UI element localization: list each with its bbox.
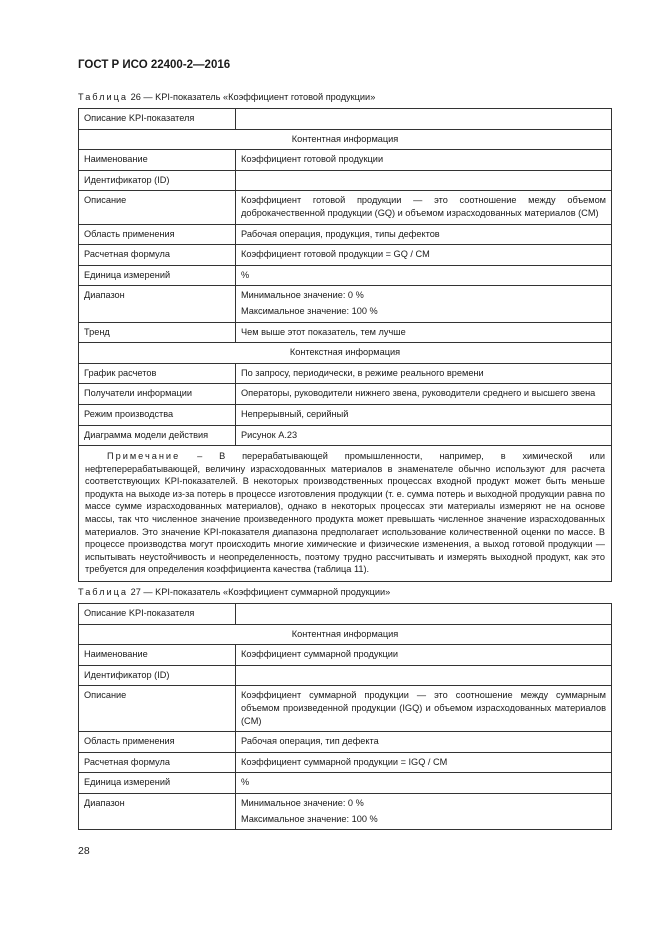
- table-27-caption: [78, 587, 390, 597]
- row-label: Расчетная формула: [79, 245, 236, 266]
- range-value: [236, 286, 612, 322]
- row-value: Непрерывный, серийный: [236, 404, 612, 425]
- row-label: Наименование: [79, 645, 236, 666]
- table-row: [79, 191, 612, 224]
- row-label: Идентификатор (ID): [79, 170, 236, 191]
- context-section-heading: Контекстная информация: [79, 343, 612, 364]
- range-max: Максимальное значение: 100 %: [241, 305, 378, 316]
- note-row: [79, 446, 612, 582]
- row-label: Единица измерений: [79, 773, 236, 794]
- row-value: [236, 665, 612, 686]
- table-row: [79, 425, 612, 446]
- table-row: [79, 752, 612, 773]
- table-row: [79, 286, 612, 322]
- note-prefix: Примечание: [107, 451, 181, 462]
- table-row: [79, 404, 612, 425]
- table-row: [79, 645, 612, 666]
- range-max: Максимальное значение: 100 %: [241, 813, 378, 824]
- row-label: Наименование: [79, 150, 236, 171]
- row-value: Рабочая операция, продукция, типы дефектов: [236, 224, 612, 245]
- row-label: Идентификатор (ID): [79, 665, 236, 686]
- content-section-heading: Контентная информация: [79, 624, 612, 645]
- caption-text: 27 — KPI-показатель «Коэффициент суммарной продукции»: [128, 587, 391, 597]
- table-26-caption: [78, 92, 375, 102]
- range-min: Минимальное значение: 0 %: [241, 290, 364, 301]
- caption-prefix: Таблица: [78, 587, 129, 597]
- row-value: Рисунок А.23: [236, 425, 612, 446]
- row-value: Коэффициент готовой продукции — это соотношение между объемом доброкачественной продукции (GQ) и объемом израсходованных материалов (CM): [236, 191, 612, 224]
- description-label: Описание KPI-показателя: [79, 109, 236, 130]
- note-text: – В перерабатывающей промышленности, например, в химической или нефтеперерабатывающей, величину израсходованных материалов в знаменателе обычно используют для расчета соответствующих KPI-показателей. В некоторых производственных процессах входной продукт может быть меньше продукта на выходе из-за потерь в процессе изготовления продукции (т. е. сумма потерь и выходной продукции равна по массе сумме израсходованных материалов), однако в некоторых процессах эти материалы измеряют не на основе массы, так что численное значение произведенного продукта может превышать численное значение израсходованных материалов. Это значение KPI-показателя диапазона предполагает использование количественной оценки по массе. В процессе производства могут происходить многие химические и физические изменения, а выход готовой продукции — испытывать неустойчивость и неопределенность, поэтому трудно рассчитывать и измерять выходной продукт, как это требуется для определения коэффициента качества (таблица 11).: [85, 451, 605, 575]
- row-label: Диаграмма модели действия: [79, 425, 236, 446]
- row-label: График расчетов: [79, 363, 236, 384]
- description-value: [236, 109, 612, 130]
- table-row: [79, 604, 612, 625]
- row-label: Единица измерений: [79, 265, 236, 286]
- table-row: [79, 665, 612, 686]
- description-label: Описание KPI-показателя: [79, 604, 236, 625]
- range-min: Минимальное значение: 0 %: [241, 797, 364, 808]
- row-label: Получатели информации: [79, 384, 236, 405]
- row-value: По запросу, периодически, в режиме реального времени: [236, 363, 612, 384]
- description-value: [236, 604, 612, 625]
- range-value: [236, 793, 612, 829]
- section-row: [79, 343, 612, 364]
- row-label: Описание: [79, 686, 236, 732]
- row-label: Режим производства: [79, 404, 236, 425]
- table-row: [79, 732, 612, 753]
- table-row: [79, 363, 612, 384]
- section-row: [79, 624, 612, 645]
- row-value: Коэффициент готовой продукции = GQ / CM: [236, 245, 612, 266]
- document-header: ГОСТ Р ИСО 22400-2—2016: [78, 59, 231, 71]
- row-value: Коэффициент суммарной продукции: [236, 645, 612, 666]
- caption-prefix: Таблица: [78, 92, 129, 102]
- table-row: [79, 245, 612, 266]
- row-label: Область применения: [79, 224, 236, 245]
- row-value: Коэффициент суммарной продукции — это соотношение между суммарным объемом произведенной продукции (IGQ) и объемом израсходованных материалов (CM): [236, 686, 612, 732]
- table-row: [79, 170, 612, 191]
- table-row: [79, 109, 612, 130]
- row-value: Коэффициент готовой продукции: [236, 150, 612, 171]
- trend-label: Тренд: [79, 322, 236, 343]
- table-row: [79, 384, 612, 405]
- content-section-heading: Контентная информация: [79, 129, 612, 150]
- row-value: Коэффициент суммарной продукции = IGQ / CM: [236, 752, 612, 773]
- table-row: [79, 224, 612, 245]
- table-26: [78, 108, 612, 582]
- row-label: Область применения: [79, 732, 236, 753]
- table-row: [79, 773, 612, 794]
- section-row: [79, 129, 612, 150]
- trend-value: Чем выше этот показатель, тем лучше: [236, 322, 612, 343]
- table-row: [79, 265, 612, 286]
- row-value: %: [236, 265, 612, 286]
- table-27: [78, 603, 612, 830]
- table-row: [79, 793, 612, 829]
- table-row: [79, 150, 612, 171]
- range-label: Диапазон: [79, 793, 236, 829]
- page-number: 28: [78, 845, 90, 857]
- row-label: Расчетная формула: [79, 752, 236, 773]
- table-row: [79, 322, 612, 343]
- row-value: [236, 170, 612, 191]
- row-value: %: [236, 773, 612, 794]
- caption-text: 26 — KPI-показатель «Коэффициент готовой продукции»: [128, 92, 376, 102]
- row-value: Рабочая операция, тип дефекта: [236, 732, 612, 753]
- row-label: Описание: [79, 191, 236, 224]
- table-row: [79, 686, 612, 732]
- range-label: Диапазон: [79, 286, 236, 322]
- row-value: Операторы, руководители нижнего звена, руководители среднего и высшего звена: [236, 384, 612, 405]
- table-note: [79, 446, 612, 582]
